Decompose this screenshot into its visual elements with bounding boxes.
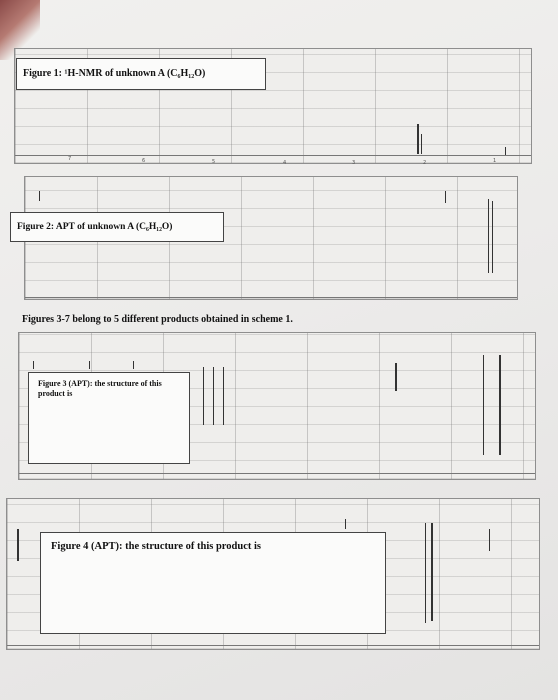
nmr-peak: [421, 134, 422, 154]
apt-peak: [488, 199, 489, 273]
apt-peak: [33, 361, 34, 369]
apt-peak: [483, 355, 484, 455]
nmr-tick-label: 3: [352, 160, 356, 166]
apt-peak: [499, 355, 501, 455]
nmr-tick-label: 5: [212, 159, 216, 165]
nmr-peak: [417, 124, 419, 154]
figure2-caption: Figure 2: APT of unknown A (C₆H₁₂O): [10, 212, 224, 242]
nmr-tick-label: 4: [283, 160, 287, 166]
figure3-caption: Figure 3 (APT): the structure of this product is: [28, 372, 190, 464]
nmr-tick-label: 6: [142, 158, 146, 164]
nmr-peak: [505, 147, 506, 155]
apt-peak: [425, 523, 426, 623]
apt-peak: [223, 367, 224, 425]
apt-peak: [345, 519, 346, 529]
apt-peak: [213, 367, 214, 425]
apt-peak: [133, 361, 134, 369]
nmr-baseline: [15, 155, 531, 156]
nmr-tick-label: 7: [68, 156, 72, 162]
apt-peak: [445, 191, 446, 203]
apt-peak: [431, 523, 433, 621]
apt-peak: [89, 361, 90, 369]
nmr-tick-label: 2: [423, 160, 427, 166]
apt-peak: [203, 367, 204, 425]
apt-peak: [492, 201, 493, 273]
figure1-caption: Figure 1: ¹H-NMR of unknown A (C₆H₁₂O): [16, 58, 266, 90]
apt-baseline: [7, 645, 539, 646]
nmr-tick-label: 1: [493, 158, 497, 164]
apt-peak: [17, 529, 19, 561]
apt-baseline: [19, 473, 535, 474]
apt-peak: [489, 529, 490, 551]
figures-intro-text: Figures 3-7 belong to 5 different products obtained in scheme 1.: [22, 314, 293, 325]
figure4-caption: Figure 4 (APT): the structure of this product is: [40, 532, 386, 634]
apt-peak: [395, 363, 397, 391]
apt-baseline: [25, 297, 517, 298]
apt-peak: [39, 191, 40, 201]
